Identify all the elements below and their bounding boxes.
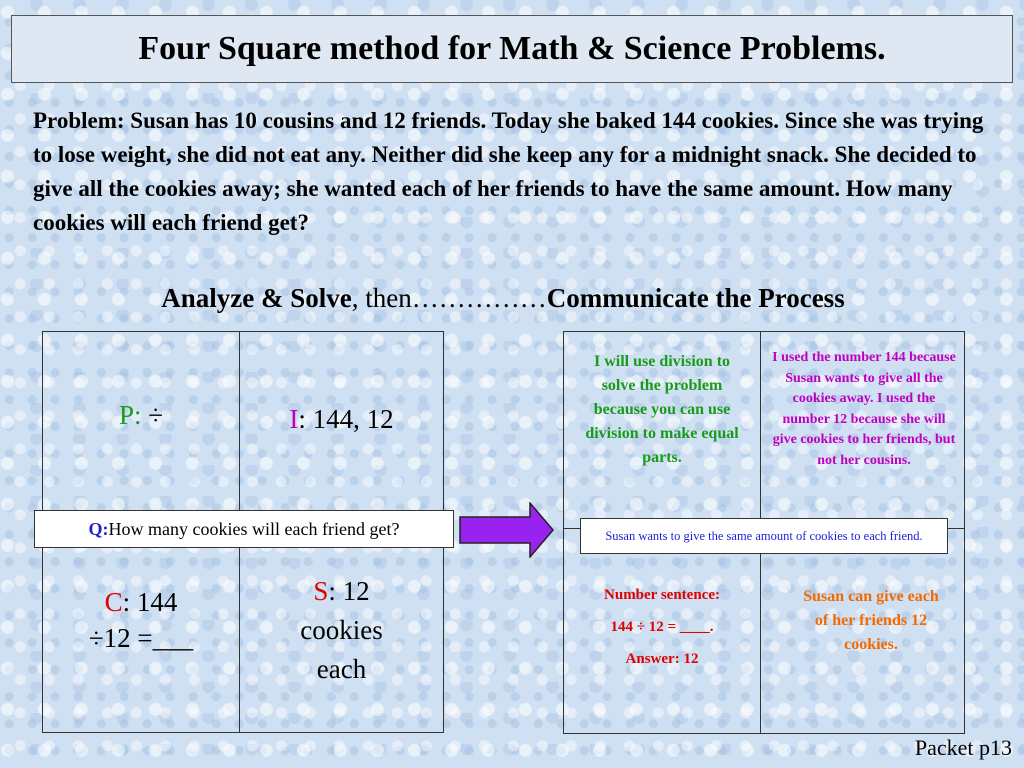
question-box bbox=[34, 510, 454, 548]
s-value: : 12 bbox=[328, 576, 370, 606]
s-cell bbox=[240, 572, 443, 689]
p-cell bbox=[43, 400, 239, 431]
i-label: I bbox=[289, 404, 299, 434]
p-value: ÷ bbox=[141, 400, 164, 430]
conclusion-text: Susan can give each of her friends 12 cookies. bbox=[803, 588, 939, 653]
statement-box bbox=[580, 518, 948, 554]
right-arrow-icon bbox=[459, 502, 555, 558]
c-line2: ÷12 =___ bbox=[88, 623, 194, 653]
i-value: : 144, 12 bbox=[298, 404, 394, 434]
c-label: C bbox=[104, 587, 123, 617]
numbers-reason: I used the number 144 because Susan wants to give all the cookies away. I used the number 12 because she will give cookies to her friends, but not her cousins. bbox=[772, 350, 956, 468]
subtitle-communicate: Communicate the Process bbox=[546, 283, 845, 313]
statement-text: Susan wants to give the same amount of cookies to each friend. bbox=[605, 528, 923, 543]
answer-text: Answer: 12 bbox=[625, 651, 699, 667]
page-title: Four Square method for Math & Science Problems. bbox=[138, 30, 886, 67]
s-line3: each bbox=[316, 654, 367, 684]
i-cell bbox=[240, 404, 443, 435]
number-sentence-label: Number sentence: bbox=[604, 587, 720, 603]
problem-text: Problem: Susan has 10 cousins and 12 friends. Today she baked 144 cookies. Since she was trying to lose weight, she did not eat any. Neither did she keep any for a midnight snack. She decided to give all the cookies away; she wanted each of her friends to have the same amount. How many cookies will each friend get? bbox=[33, 108, 984, 235]
subtitle-then: , then…………… bbox=[351, 283, 547, 313]
title-box bbox=[11, 15, 1013, 83]
p-label: P: bbox=[118, 400, 142, 430]
subtitle bbox=[0, 283, 1006, 314]
division-reason: I will use division to solve the problem because you can use division to make equal parts. bbox=[585, 353, 739, 466]
number-sentence-equation: 144 ÷ 12 = ____. bbox=[610, 619, 714, 635]
s-label: S bbox=[313, 576, 329, 606]
packet-page-label: Packet p13 bbox=[914, 735, 1012, 760]
subtitle-analyze: Analyze & Solve bbox=[161, 283, 352, 313]
c-cell bbox=[43, 584, 239, 656]
q-label: Q: bbox=[88, 518, 109, 539]
q-text: How many cookies will each friend get? bbox=[108, 518, 400, 539]
c-value: : 144 bbox=[122, 587, 178, 617]
s-line2: cookies bbox=[300, 615, 383, 645]
number-sentence bbox=[564, 585, 760, 669]
